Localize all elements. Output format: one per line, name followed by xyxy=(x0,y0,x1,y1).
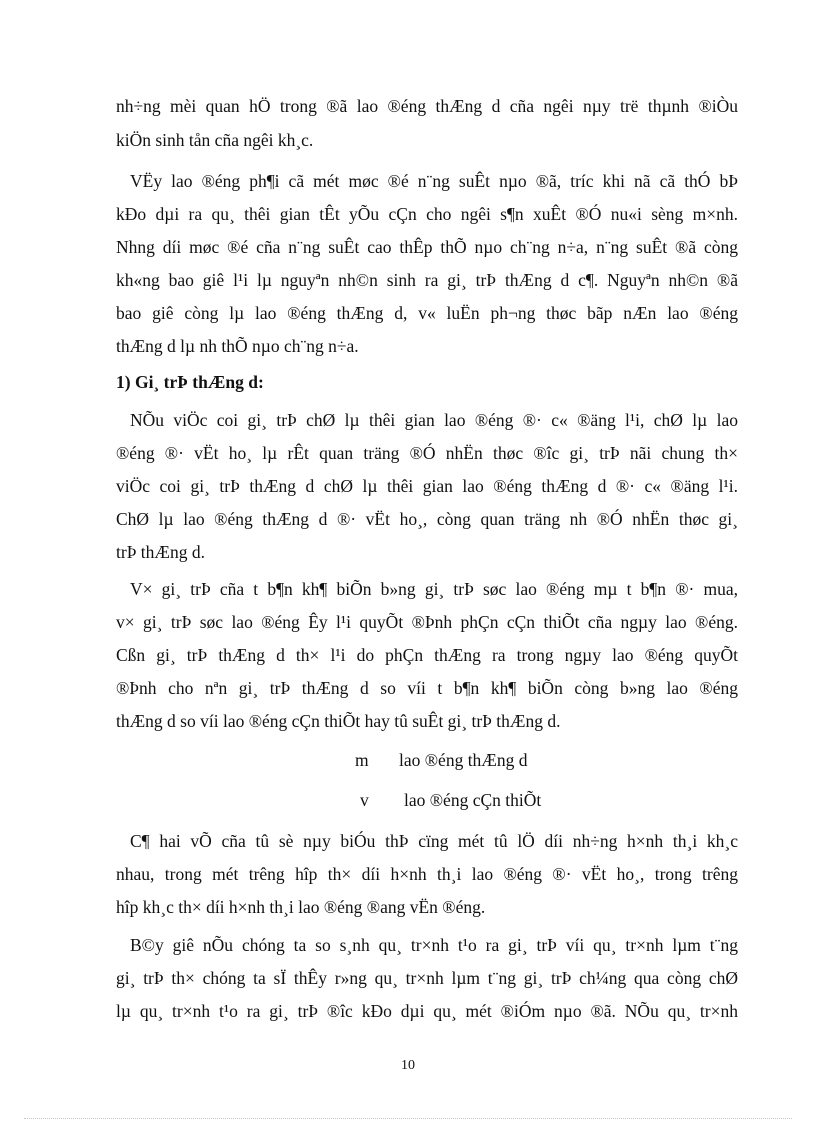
text-line: nh÷ng mèi quan hÖ trong ®ã lao ®éng thÆng d cña ngêi nµy trë thµnh ®iÒu xyxy=(116,96,738,116)
footer-divider xyxy=(24,1118,792,1119)
text-line: ®éng ®· vËt ho¸ lµ rÊt quan träng ®Ó nhËn thøc ®îc gi¸ trÞ nãi chung th× xyxy=(116,443,738,463)
text-line: Cßn gi¸ trÞ thÆng d th× l¹i do phÇn thÆng ra trong ngµy lao ®éng quyÕt xyxy=(116,645,738,665)
text-line: C¶ hai vÕ cña tû sè nµy biÓu thÞ cïng mét tû lÖ díi nh÷ng h×nh th¸i kh¸c xyxy=(130,831,738,851)
text-line: kÐo dµi ra qu¸ thêi gian tÊt yÕu cÇn cho ngêi s¶n xuÊt ®Ó nu«i sèng m×nh. xyxy=(116,204,738,224)
text-line: thÆng d so víi lao ®éng cÇn thiÕt hay tû suÊt gi¸ trÞ thÆng d. xyxy=(116,711,561,731)
text-line: bao giê còng lµ lao ®éng thÆng d, v« luËn ph¬ng thøc bãp nÆn lao ®éng xyxy=(116,303,738,323)
text-line: v× gi¸ trÞ søc lao ®éng Êy l¹i quyÕt ®Þnh phÇn cÇn thiÕt cña ngµy lao ®éng. xyxy=(116,612,738,632)
page-number: 10 xyxy=(401,1058,415,1073)
text-line: Nhng díi møc ®é cña n¨ng suÊt cao thÊp thÕ nµo ch¨ng n÷a, n¨ng suÊt ®ã còng xyxy=(116,237,738,257)
text-line: NÕu viÖc coi gi¸ trÞ chØ lµ thêi gian lao ®éng ®· c« ®äng l¹i, chØ lµ lao xyxy=(130,410,738,430)
text-line: nhau, trong mét trêng hîp th× díi h×nh th¸i lao ®éng ®· vËt ho¸, trong trêng xyxy=(116,864,738,884)
formula-denominator-symbol: v xyxy=(360,790,369,810)
formula-numerator-text: lao ®éng thÆng d xyxy=(399,750,528,770)
text-line: VËy lao ®éng ph¶i cã mét møc ®é n¨ng suÊt nµo ®ã, tríc khi nã cã thÓ bÞ xyxy=(130,171,738,191)
text-line: kh«ng bao giê l¹i lµ nguyªn nh©n sinh ra gi¸ trÞ thÆng d c¶. Nguyªn nh©n ®ã xyxy=(116,270,738,290)
text-line: trÞ thÆng d. xyxy=(116,542,205,562)
text-line: hîp kh¸c th× díi h×nh th¸i lao ®éng ®ang vËn ®éng. xyxy=(116,897,486,917)
text-line: gi¸ trÞ th× chóng ta sÏ thÊy r»ng qu¸ tr×nh lµm t¨ng gi¸ trÞ ch¼ng qua còng chØ xyxy=(116,968,738,988)
text-line: ®Þnh cho nªn gi¸ trÞ thÆng d so víi t b¶n kh¶ biÕn còng b»ng lao ®éng xyxy=(116,678,738,698)
text-line: viÖc coi gi¸ trÞ thÆng d chØ lµ thêi gian lao ®éng thÆng d ®· c« ®äng l¹i. xyxy=(116,476,738,496)
text-line: kiÖn sinh tån cña ngêi kh¸c. xyxy=(116,130,314,150)
formula-numerator-symbol: m xyxy=(355,750,369,770)
text-line: V× gi¸ trÞ cña t b¶n kh¶ biÕn b»ng gi¸ trÞ søc lao ®éng mµ t b¶n ®· mua, xyxy=(130,579,738,599)
formula-denominator-text: lao ®éng cÇn thiÕt xyxy=(404,790,542,810)
text-line: B©y giê nÕu chóng ta so s¸nh qu¸ tr×nh t¹o ra gi¸ trÞ víi qu¸ tr×nh lµm t¨ng xyxy=(130,935,738,955)
section-heading: 1) Gi¸ trÞ thÆng d: xyxy=(116,372,264,392)
text-line: lµ qu¸ tr×nh t¹o ra gi¸ trÞ ®îc kÐo dµi qu¸ mét ®iÓm nµo ®ã. NÕu qu¸ tr×nh xyxy=(116,1001,738,1021)
text-line: thÆng d lµ nh thÕ nµo ch¨ng n÷a. xyxy=(116,336,359,356)
text-line: ChØ lµ lao ®éng thÆng d ®· vËt ho¸, còng quan träng nh ®Ó nhËn thøc gi¸ xyxy=(116,509,738,529)
